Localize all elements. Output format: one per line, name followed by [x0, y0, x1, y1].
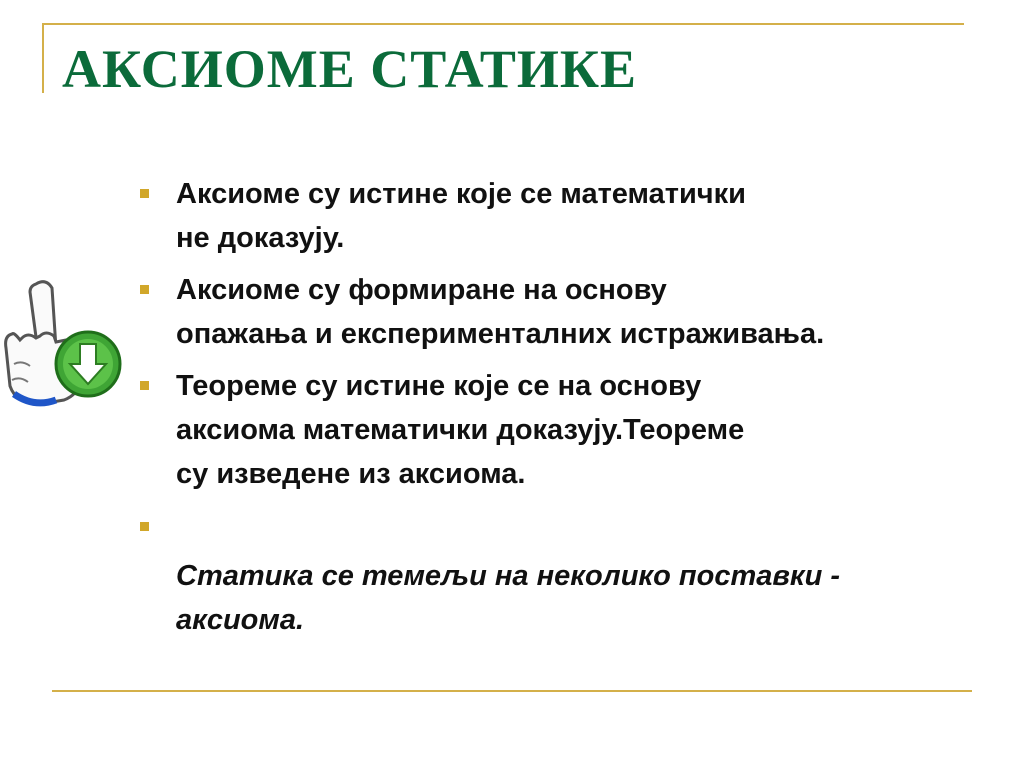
- title-accent-tick: [42, 23, 44, 93]
- down-arrow-icon: [56, 332, 120, 396]
- bullet-text: Теореме су истине које се на основу аксиома математички доказују.Теореме су изведене из аксиома.: [176, 370, 745, 490]
- bullet-marker: [140, 381, 149, 390]
- slide-title: АКСИОМЕ СТАТИКЕ: [62, 39, 638, 99]
- bullet-marker: [140, 522, 149, 531]
- bullet-text: Аксиоме су истине које се математички не доказују.: [176, 178, 746, 254]
- bullet-marker: [140, 285, 149, 294]
- bottom-divider: [52, 690, 972, 692]
- list-item: [140, 364, 1024, 496]
- list-item: [140, 172, 1024, 260]
- summary-note: Статика се темељи на неколико поставки - аксиома.: [176, 560, 840, 636]
- bullet-text: Аксиоме су формиране на основу опажања и експерименталних истраживања.: [176, 274, 825, 350]
- top-divider: [42, 23, 964, 25]
- bullet-marker: [140, 189, 149, 198]
- bullet-list: [140, 172, 1024, 642]
- list-item: [140, 504, 1024, 554]
- list-item: [140, 268, 1024, 356]
- pointing-hand-icon: [0, 276, 125, 416]
